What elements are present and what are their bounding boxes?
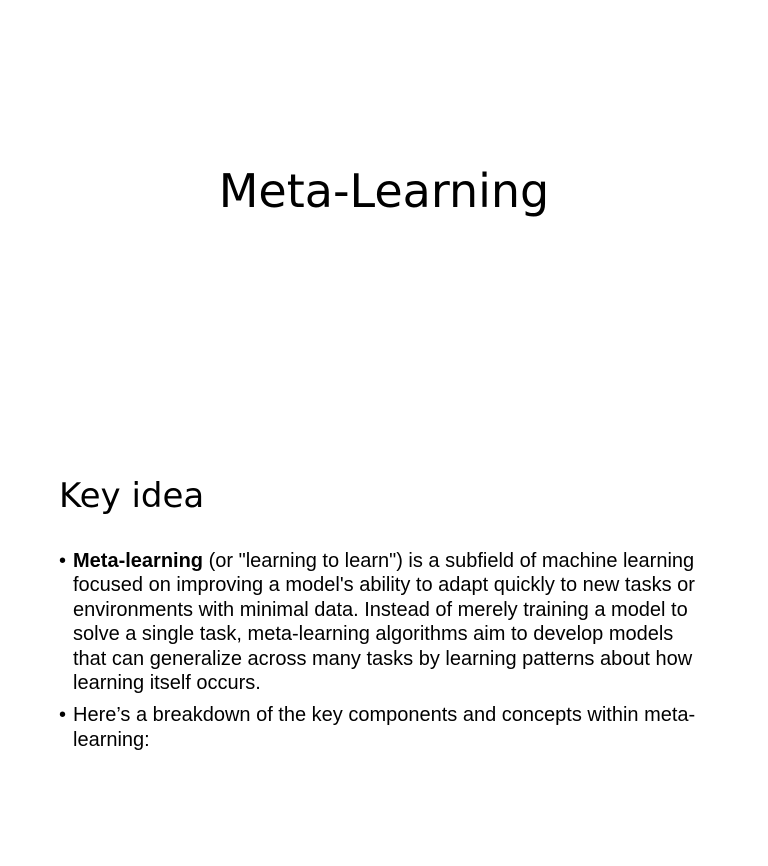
bullet-term: Meta-learning [73, 550, 204, 572]
bullet-item-meta-learning-definition [59, 549, 709, 695]
section-heading: Key idea [59, 476, 205, 516]
bullet-text: (or "learning to learn") is a subfield of machine learning focused on improving a model's ability to adapt quickly to new tasks or environments with minimal data. Instead of merely training a model to solve a single task, meta-learning algorithms aim to develop models that can generalize across many tasks by learning patterns about how learning itself occurs. [73, 550, 695, 695]
bullet-text: Here’s a breakdown of the key components and concepts within meta-learning: [73, 704, 696, 751]
slide-title: Meta-Learning [218, 164, 550, 218]
bullet-list [59, 549, 709, 760]
bullet-icon: • [59, 704, 67, 727]
bullet-icon: • [59, 550, 67, 572]
bullet-item-breakdown [59, 703, 709, 752]
